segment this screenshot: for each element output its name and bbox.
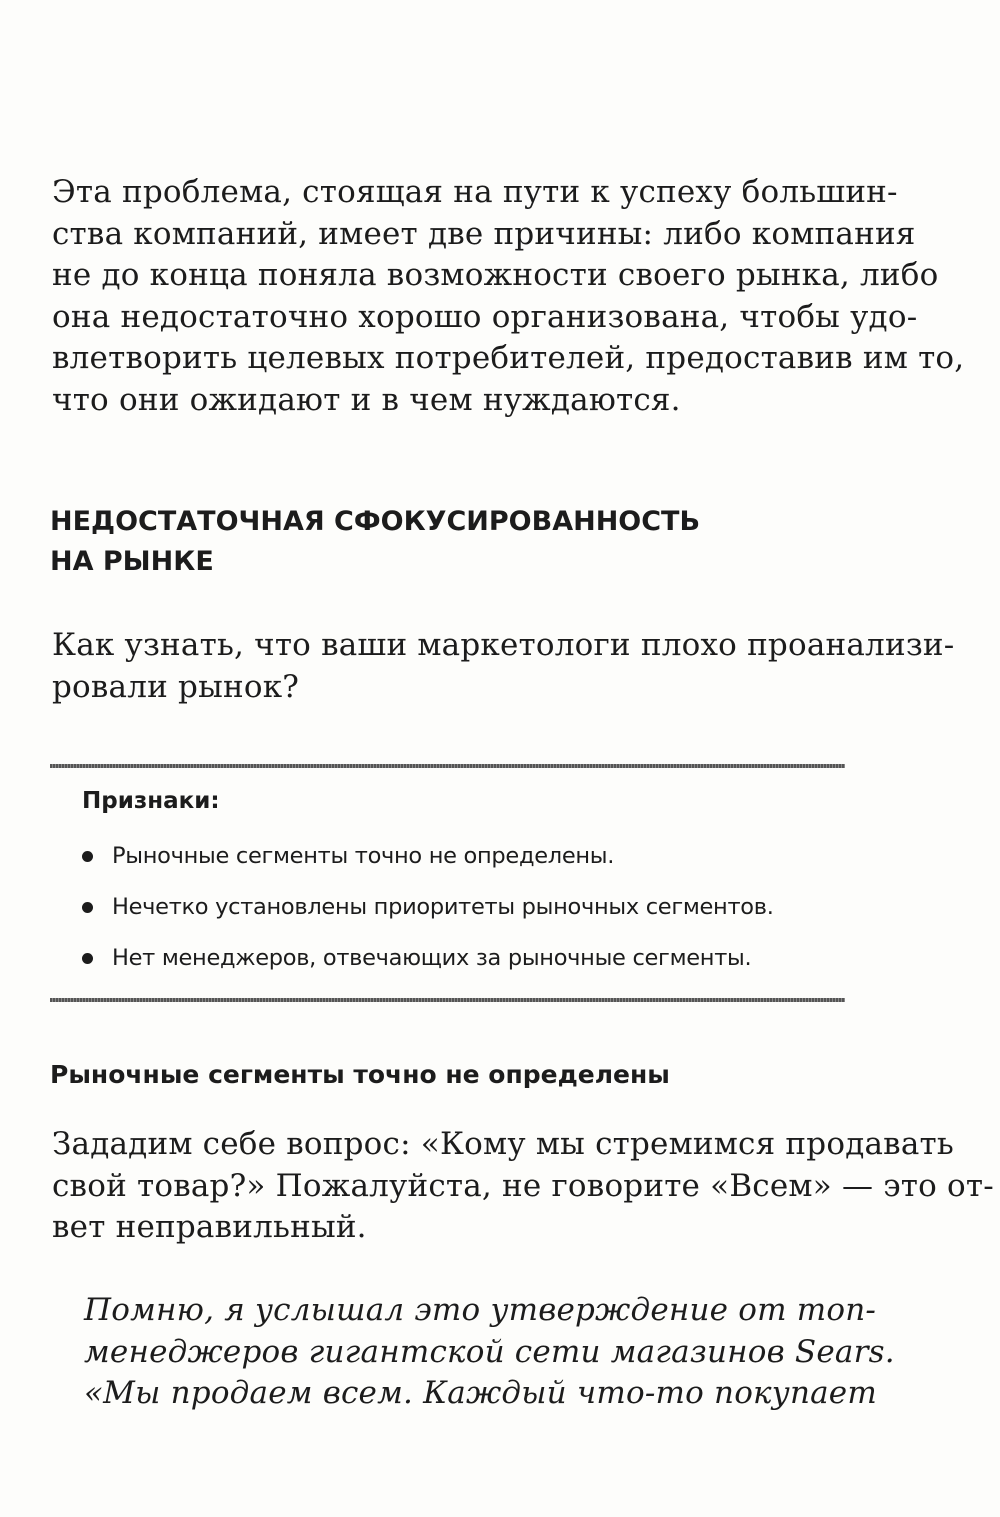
intro-paragraph [52, 172, 965, 421]
bullet-icon [82, 851, 93, 862]
bullet-icon [82, 902, 93, 913]
intro-line: не до конца поняла возможности своего рынка, либо [52, 257, 939, 293]
list-item-text: Нечетко установлены приоритеты рыночных сегментов. [112, 894, 774, 920]
question-line: ровали рынок? [52, 668, 300, 705]
section-heading-line: НА РЫНКЕ [50, 546, 214, 577]
bullet-icon [82, 953, 93, 964]
body-line: свой товар?» Пожалуйста, не говорите «Всем» — это от- [52, 1167, 994, 1204]
intro-line: что они ожидают и в чем нуждаются. [52, 381, 681, 418]
intro-line: ства компаний, имеет две причины: либо компания [52, 215, 916, 252]
subsection-heading: Рыночные сегменты точно не определены [50, 1060, 670, 1089]
quote-line: Помню, я услышал это утверждение от топ- [84, 1292, 877, 1328]
quote-line: «Мы продаем всем. Каждый что-то покупает [84, 1375, 877, 1411]
quote-paragraph [84, 1290, 895, 1415]
body-line: Зададим себе вопрос: «Кому мы стремимся продавать [52, 1126, 954, 1162]
signs-list [82, 836, 774, 989]
section-heading [50, 502, 700, 582]
section-heading-line: НЕДОСТАТОЧНАЯ СФОКУСИРОВАННОСТЬ [50, 506, 701, 537]
body-line: вет неправильный. [52, 1209, 367, 1245]
list-item-text: Нет менеджеров, отвечающих за рыночные сегменты. [112, 945, 752, 971]
question-paragraph [52, 625, 955, 708]
body-paragraph [52, 1124, 994, 1249]
list-item-text: Рыночные сегменты точно не определены. [112, 843, 615, 869]
list-item [82, 836, 774, 887]
intro-line: влетворить целевых потребителей, предоставив им то, [52, 340, 965, 376]
signs-box-bottom-rule [50, 998, 845, 1002]
question-line: Как узнать, что ваши маркетологи плохо проанализи- [52, 627, 955, 663]
intro-line: Эта проблема, стоящая на пути к успеху большин- [52, 174, 898, 210]
list-item [82, 938, 774, 989]
quote-line: менеджеров гигантской сети магазинов Sears. [84, 1333, 895, 1370]
signs-box-top-rule [50, 764, 845, 768]
list-item [82, 887, 774, 938]
signs-title: Признаки: [82, 788, 220, 814]
intro-line: она недостаточно хорошо организована, чтобы удо- [52, 298, 918, 335]
